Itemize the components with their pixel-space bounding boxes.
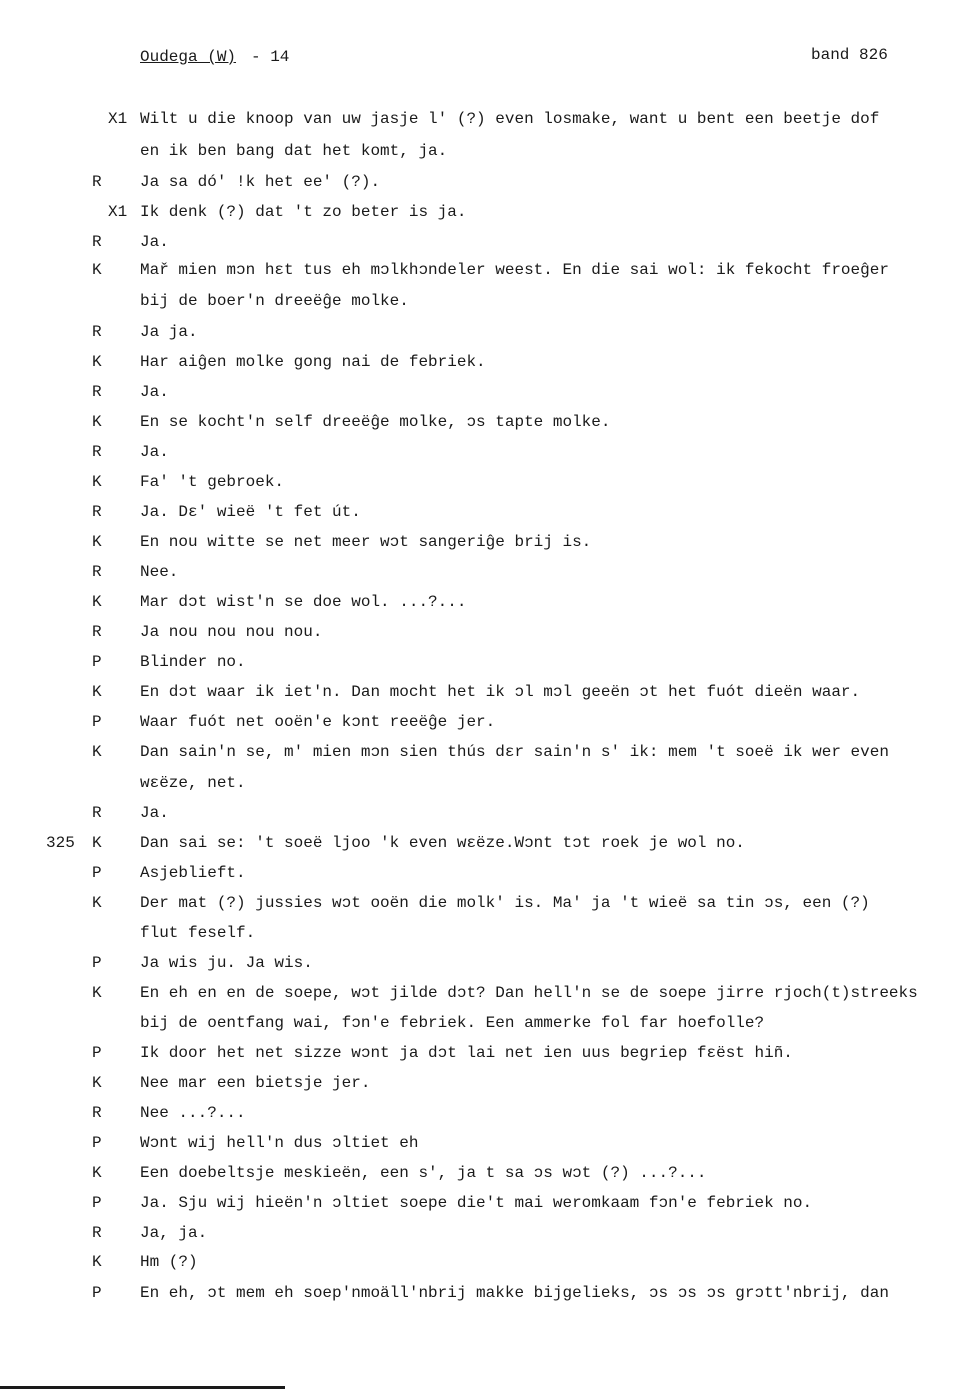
utterance-text: en ik ben bang dat het komt, ja. bbox=[140, 142, 448, 160]
speaker-label: K bbox=[92, 533, 102, 551]
utterance-text: Een doebeltsje meskieën, een s', ja t sa ɔs wɔt (?) ...?... bbox=[140, 1164, 707, 1182]
transcript-line bbox=[0, 232, 979, 262]
speaker-label: R bbox=[92, 503, 102, 521]
transcript-line bbox=[0, 472, 979, 502]
utterance-text: En dɔt waar ik iet'n. Dan mocht het ik ɔl mɔl geeën ɔt het fuót dieën waar. bbox=[140, 683, 861, 701]
utterance-text: Fa' 't gebroek. bbox=[140, 473, 285, 491]
speaker-label: K bbox=[92, 1253, 102, 1271]
transcript-line bbox=[0, 1073, 979, 1103]
speaker-label: R bbox=[92, 323, 102, 341]
transcript-line bbox=[0, 592, 979, 622]
transcript-line bbox=[0, 923, 979, 953]
tape-band-label: band 826 bbox=[811, 46, 888, 64]
utterance-text: Ja ja. bbox=[140, 323, 198, 341]
utterance-text: Ja. Dɛ' wieë 't fet út. bbox=[140, 503, 361, 521]
transcript-line bbox=[0, 1103, 979, 1133]
transcript-line bbox=[0, 652, 979, 682]
transcript-line bbox=[0, 352, 979, 382]
utterance-text: Nee mar een bietsje jer. bbox=[140, 1074, 371, 1092]
transcript-line bbox=[0, 833, 979, 863]
transcript-line bbox=[0, 983, 979, 1013]
utterance-text: Ja. bbox=[140, 804, 169, 822]
speaker-label: K bbox=[92, 683, 102, 701]
utterance-text: Dan sai se: 't soeë ljoo 'k even wɛëze.Wɔnt tɔt roek je wol no. bbox=[140, 834, 745, 852]
transcript-line bbox=[0, 202, 979, 232]
speaker-label: P bbox=[92, 1194, 102, 1212]
utterance-text: wɛëze, net. bbox=[140, 774, 246, 792]
transcript-line bbox=[0, 712, 979, 742]
transcript-line bbox=[0, 172, 979, 202]
transcript-line bbox=[0, 622, 979, 652]
utterance-text: bij de oentfang wai, fɔn'e febriek. Een ammerke fol far hoefolle? bbox=[140, 1014, 765, 1032]
utterance-text: En eh en en de soepe, wɔt jilde dɔt? Dan hell'n se de soepe jirre rjoch(t)streeks bbox=[140, 984, 918, 1002]
utterance-text: Asjeblieft. bbox=[140, 864, 246, 882]
speaker-label: K bbox=[92, 1164, 102, 1182]
footer-rule bbox=[0, 1386, 285, 1389]
speaker-label: R bbox=[92, 233, 102, 251]
utterance-text: Ik denk (?) dat 't zo beter is ja. bbox=[140, 203, 467, 221]
speaker-label: P bbox=[92, 1044, 102, 1062]
utterance-text: Wilt u die knoop van uw jasje l' (?) even losmake, want u bent een beetje dof bbox=[140, 110, 880, 128]
utterance-text: Ja. bbox=[140, 383, 169, 401]
utterance-text: Ja wis ju. Ja wis. bbox=[140, 954, 313, 972]
speaker-label: P bbox=[92, 864, 102, 882]
utterance-text: Dan sain'n se, m' mien mɔn sien thús dɛr sain'n s' ik: mem 't soeë ik wer even bbox=[140, 743, 889, 761]
transcript-line bbox=[0, 1283, 979, 1313]
transcript-line bbox=[0, 109, 979, 139]
utterance-text: Waar fuót net ooën'e kɔnt reeëĝe jer. bbox=[140, 713, 496, 731]
speaker-label: K bbox=[92, 593, 102, 611]
transcript-line bbox=[0, 1133, 979, 1163]
utterance-text: En se kocht'n self dreeëĝe molke, ɔs tapte molke. bbox=[140, 413, 611, 431]
utterance-text: En nou witte se net meer wɔt sangeriĝe brij is. bbox=[140, 533, 592, 551]
utterance-text: Ja, ja. bbox=[140, 1224, 208, 1242]
transcript-line bbox=[0, 562, 979, 592]
speaker-label: R bbox=[92, 1104, 102, 1122]
transcript-line bbox=[0, 773, 979, 803]
transcript-line bbox=[0, 893, 979, 923]
transcript-line bbox=[0, 502, 979, 532]
page-header-left: Oudega (W) bbox=[140, 48, 237, 66]
speaker-label: R bbox=[92, 563, 102, 581]
transcript-line bbox=[0, 1252, 979, 1282]
speaker-label: K bbox=[92, 261, 102, 279]
transcript-line bbox=[0, 863, 979, 893]
transcript-line bbox=[0, 742, 979, 772]
transcript-line bbox=[0, 141, 979, 171]
utterance-text: Hm (?) bbox=[140, 1253, 198, 1271]
speaker-label: K bbox=[92, 413, 102, 431]
utterance-text: Ja. bbox=[140, 233, 169, 251]
speaker-label: K bbox=[92, 743, 102, 761]
utterance-text: Mař mien mɔn hɛt tus eh mɔlkhɔndeler weest. En die sai wol: ik fekocht froeĝer bbox=[140, 261, 889, 279]
speaker-label: P bbox=[92, 653, 102, 671]
transcript-line bbox=[0, 382, 979, 412]
speaker-label: K bbox=[92, 984, 102, 1002]
utterance-text: Ik door het net sizze wɔnt ja dɔt lai net ien uus begriep fɛëst hiñ. bbox=[140, 1044, 793, 1062]
utterance-text: Mar dɔt wist'n se doe wol. ...?... bbox=[140, 593, 467, 611]
speaker-label: P bbox=[92, 1284, 102, 1302]
transcript-line bbox=[0, 953, 979, 983]
transcript-line bbox=[0, 1013, 979, 1043]
speaker-label: K bbox=[92, 353, 102, 371]
utterance-text: Nee. bbox=[140, 563, 179, 581]
speaker-label: P bbox=[92, 1134, 102, 1152]
utterance-text: Der mat (?) jussies wɔt ooën die molk' is. Ma' ja 't wieë sa tin ɔs, een (?) bbox=[140, 894, 870, 912]
utterance-text: Ja nou nou nou nou. bbox=[140, 623, 323, 641]
utterance-text: Ja. Sju wij hieën'n ɔltiet soepe die't mai weromkaam fɔn'e febriek no. bbox=[140, 1194, 813, 1212]
speaker-label: R bbox=[92, 173, 102, 191]
transcript-line bbox=[0, 1223, 979, 1253]
speaker-label: P bbox=[92, 713, 102, 731]
page-header-number: - 14 bbox=[251, 48, 290, 66]
utterance-text: Har aiĝen molke gong nai de febriek. bbox=[140, 353, 486, 371]
utterance-text: flut feself. bbox=[140, 924, 256, 942]
speaker-label: R bbox=[92, 383, 102, 401]
transcript-line bbox=[0, 412, 979, 442]
speaker-label: K bbox=[92, 473, 102, 491]
speaker-label: K bbox=[92, 834, 102, 852]
utterance-text: bij de boer'n dreeëĝe molke. bbox=[140, 292, 409, 310]
speaker-label: X1 bbox=[108, 110, 128, 128]
transcript-line bbox=[0, 682, 979, 712]
speaker-label: K bbox=[92, 1074, 102, 1092]
transcript-line bbox=[0, 260, 979, 290]
utterance-text: Ja sa dó' !k het ee' (?). bbox=[140, 173, 381, 191]
transcript-line bbox=[0, 322, 979, 352]
speaker-label: X1 bbox=[108, 203, 128, 221]
speaker-label: R bbox=[92, 1224, 102, 1242]
transcript-line bbox=[0, 1193, 979, 1223]
speaker-label: K bbox=[92, 894, 102, 912]
speaker-label: R bbox=[92, 623, 102, 641]
utterance-text: Ja. bbox=[140, 443, 169, 461]
speaker-label: P bbox=[92, 954, 102, 972]
line-number: 325 bbox=[46, 834, 75, 852]
speaker-label: R bbox=[92, 443, 102, 461]
speaker-label: R bbox=[92, 804, 102, 822]
transcript-line bbox=[0, 803, 979, 833]
utterance-text: En eh, ɔt mem eh soep'nmoäll'nbrij makke bijgelieks, ɔs ɔs ɔs grɔtt'nbrij, dan bbox=[140, 1284, 889, 1302]
utterance-text: Nee ...?... bbox=[140, 1104, 246, 1122]
transcript-line bbox=[0, 291, 979, 321]
transcript-line bbox=[0, 532, 979, 562]
utterance-text: Wɔnt wij hell'n dus ɔltiet eh bbox=[140, 1134, 419, 1152]
transcript-line bbox=[0, 1043, 979, 1073]
transcript-line bbox=[0, 442, 979, 472]
utterance-text: Blinder no. bbox=[140, 653, 246, 671]
transcript-line bbox=[0, 1163, 979, 1193]
